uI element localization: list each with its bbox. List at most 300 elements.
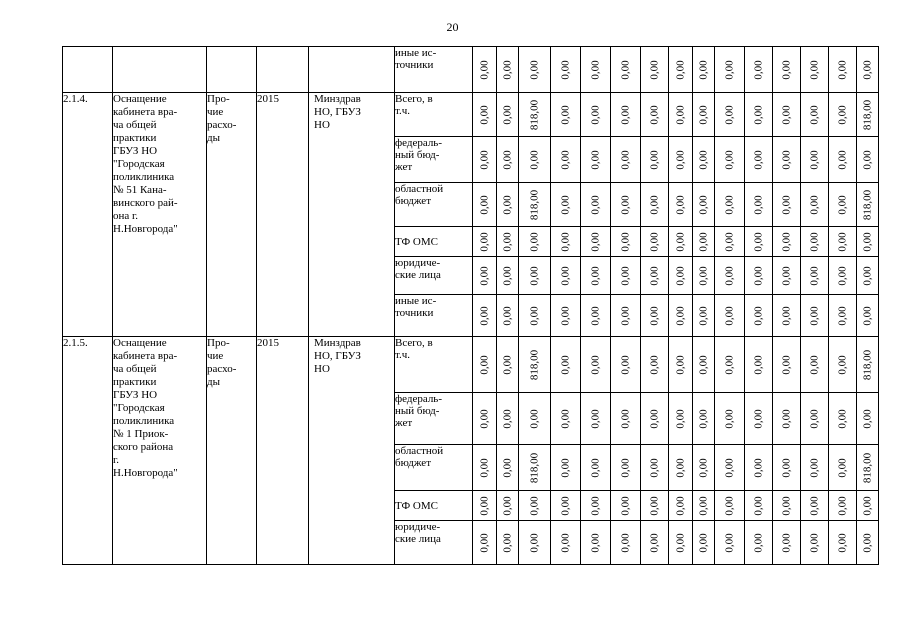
amount-cell — [641, 393, 669, 445]
amount-cell — [581, 257, 611, 295]
amount-value: 0,00 — [478, 231, 490, 252]
amount-cell — [551, 491, 581, 521]
amount-cell — [519, 337, 551, 393]
funding-source: иные ис- точники — [395, 295, 473, 337]
amount-cell — [857, 93, 879, 137]
amount-value: 0,00 — [589, 354, 601, 375]
amount-cell — [669, 227, 693, 257]
amount-value: 0,00 — [836, 532, 848, 553]
amount-cell — [669, 137, 693, 183]
amount-cell — [693, 445, 715, 491]
amount-cell — [773, 491, 801, 521]
amount-value: 0,00 — [478, 104, 490, 125]
amount-cell — [801, 521, 829, 565]
amount-value: 818,00 — [861, 189, 873, 220]
amount-value: 0,00 — [752, 354, 764, 375]
amount-value: 0,00 — [619, 532, 631, 553]
amount-cell — [497, 337, 519, 393]
amount-value: 0,00 — [861, 532, 873, 553]
amount-value: 0,00 — [478, 265, 490, 286]
amount-value: 0,00 — [648, 532, 660, 553]
amount-value: 0,00 — [501, 457, 513, 478]
amount-value: 0,00 — [697, 354, 709, 375]
amount-cell — [669, 393, 693, 445]
item-name — [113, 47, 207, 93]
amount-value: 0,00 — [697, 305, 709, 326]
amount-cell — [715, 491, 745, 521]
amount-cell — [857, 491, 879, 521]
amount-cell — [519, 445, 551, 491]
amount-value: 0,00 — [528, 265, 540, 286]
amount-value: 0,00 — [752, 532, 764, 553]
amount-value: 0,00 — [836, 457, 848, 478]
amount-value: 0,00 — [861, 495, 873, 516]
amount-value: 0,00 — [648, 59, 660, 80]
amount-cell — [611, 521, 641, 565]
amount-cell — [773, 337, 801, 393]
amount-value: 0,00 — [619, 194, 631, 215]
amount-cell — [693, 137, 715, 183]
amount-cell — [829, 137, 857, 183]
amount-cell — [801, 491, 829, 521]
amount-value: 0,00 — [836, 149, 848, 170]
amount-value: 0,00 — [528, 149, 540, 170]
item-name: Оснащение кабинета вра- ча общей практики ГБУЗ НО "Городская поликлиника № 51 Кана- винского рай- она г. Н.Новгорода" — [113, 93, 207, 337]
amount-cell — [611, 491, 641, 521]
amount-cell — [693, 183, 715, 227]
amount-cell — [773, 183, 801, 227]
amount-value: 0,00 — [478, 305, 490, 326]
amount-value: 0,00 — [619, 231, 631, 252]
amount-value: 0,00 — [528, 59, 540, 80]
amount-value: 0,00 — [674, 532, 686, 553]
amount-value: 0,00 — [501, 59, 513, 80]
amount-value: 0,00 — [723, 231, 735, 252]
amount-cell — [551, 295, 581, 337]
amount-value: 0,00 — [619, 265, 631, 286]
amount-value: 0,00 — [697, 59, 709, 80]
amount-value: 0,00 — [674, 354, 686, 375]
funding-source: иные ис- точники — [395, 47, 473, 93]
amount-cell — [745, 137, 773, 183]
table-row — [63, 337, 879, 393]
amount-cell — [693, 295, 715, 337]
amount-cell — [715, 295, 745, 337]
amount-cell — [801, 445, 829, 491]
amount-value: 0,00 — [528, 532, 540, 553]
amount-value: 0,00 — [501, 305, 513, 326]
amount-value: 0,00 — [723, 457, 735, 478]
amount-value: 0,00 — [501, 495, 513, 516]
amount-value: 0,00 — [836, 59, 848, 80]
amount-cell — [829, 93, 857, 137]
amount-value: 0,00 — [559, 104, 571, 125]
item-number: 2.1.5. — [63, 337, 113, 565]
amount-cell — [693, 257, 715, 295]
amount-value: 0,00 — [478, 532, 490, 553]
amount-value: 0,00 — [589, 265, 601, 286]
amount-cell — [773, 47, 801, 93]
amount-value: 0,00 — [559, 265, 571, 286]
amount-cell — [473, 491, 497, 521]
amount-value: 0,00 — [861, 59, 873, 80]
amount-cell — [693, 491, 715, 521]
amount-value: 0,00 — [808, 532, 820, 553]
amount-cell — [473, 337, 497, 393]
amount-cell — [773, 227, 801, 257]
expense-type: Про- чие расхо- ды — [207, 337, 257, 565]
amount-cell — [715, 521, 745, 565]
amount-value: 0,00 — [836, 354, 848, 375]
amount-value: 0,00 — [559, 305, 571, 326]
amount-value: 0,00 — [648, 194, 660, 215]
amount-value: 0,00 — [697, 457, 709, 478]
amount-cell — [497, 47, 519, 93]
amount-value: 0,00 — [559, 354, 571, 375]
amount-cell — [773, 445, 801, 491]
amount-cell — [693, 393, 715, 445]
amount-value: 0,00 — [697, 231, 709, 252]
amount-value: 0,00 — [697, 495, 709, 516]
amount-value: 0,00 — [619, 104, 631, 125]
amount-value: 0,00 — [752, 265, 764, 286]
amount-value: 0,00 — [808, 265, 820, 286]
amount-cell — [857, 227, 879, 257]
amount-cell — [519, 393, 551, 445]
funding-source: федераль- ный бюд- жет — [395, 137, 473, 183]
amount-value: 0,00 — [589, 149, 601, 170]
amount-cell — [715, 47, 745, 93]
amount-cell — [773, 295, 801, 337]
amount-cell — [857, 183, 879, 227]
amount-value: 0,00 — [780, 532, 792, 553]
amount-cell — [581, 227, 611, 257]
amount-value: 0,00 — [780, 408, 792, 429]
amount-value: 0,00 — [589, 194, 601, 215]
amount-value: 0,00 — [780, 194, 792, 215]
amount-cell — [551, 227, 581, 257]
amount-value: 818,00 — [861, 99, 873, 130]
amount-cell — [745, 445, 773, 491]
expense-type: Про- чие расхо- ды — [207, 93, 257, 337]
amount-value: 0,00 — [861, 231, 873, 252]
amount-cell — [715, 393, 745, 445]
amount-cell — [641, 445, 669, 491]
amount-cell — [551, 257, 581, 295]
amount-value: 0,00 — [478, 354, 490, 375]
amount-cell — [497, 183, 519, 227]
amount-cell — [473, 93, 497, 137]
amount-value: 0,00 — [648, 265, 660, 286]
amount-cell — [773, 93, 801, 137]
amount-value: 0,00 — [697, 149, 709, 170]
amount-cell — [641, 295, 669, 337]
amount-cell — [473, 257, 497, 295]
amount-cell — [611, 137, 641, 183]
amount-cell — [669, 47, 693, 93]
amount-value: 0,00 — [589, 457, 601, 478]
amount-cell — [745, 295, 773, 337]
amount-cell — [519, 521, 551, 565]
amount-cell — [745, 491, 773, 521]
funding-source: ТФ ОМС — [395, 227, 473, 257]
amount-value: 0,00 — [648, 457, 660, 478]
amount-cell — [611, 393, 641, 445]
amount-cell — [669, 521, 693, 565]
amount-cell — [551, 521, 581, 565]
amount-cell — [829, 445, 857, 491]
amount-cell — [693, 521, 715, 565]
amount-cell — [857, 445, 879, 491]
amount-cell — [641, 183, 669, 227]
amount-value: 0,00 — [808, 457, 820, 478]
amount-value: 0,00 — [723, 408, 735, 429]
amount-value: 0,00 — [752, 305, 764, 326]
amount-cell — [745, 521, 773, 565]
amount-value: 0,00 — [501, 149, 513, 170]
amount-value: 818,00 — [861, 452, 873, 483]
amount-cell — [669, 257, 693, 295]
amount-cell — [641, 93, 669, 137]
amount-cell — [581, 445, 611, 491]
amount-value: 0,00 — [648, 231, 660, 252]
amount-cell — [611, 183, 641, 227]
amount-value: 0,00 — [619, 305, 631, 326]
amount-value: 0,00 — [836, 104, 848, 125]
amount-value: 0,00 — [674, 495, 686, 516]
amount-value: 0,00 — [808, 149, 820, 170]
amount-value: 0,00 — [697, 265, 709, 286]
amount-value: 0,00 — [780, 104, 792, 125]
amount-cell — [693, 93, 715, 137]
amount-cell — [641, 137, 669, 183]
amount-cell — [829, 227, 857, 257]
amount-cell — [745, 47, 773, 93]
amount-value: 0,00 — [697, 194, 709, 215]
amount-value: 0,00 — [501, 532, 513, 553]
amount-cell — [611, 47, 641, 93]
amount-cell — [857, 521, 879, 565]
amount-cell — [745, 93, 773, 137]
amount-value: 0,00 — [780, 59, 792, 80]
amount-cell — [715, 227, 745, 257]
funding-source: областной бюджет — [395, 183, 473, 227]
amount-value: 0,00 — [478, 194, 490, 215]
amount-value: 0,00 — [648, 305, 660, 326]
amount-value: 0,00 — [697, 408, 709, 429]
amount-value: 0,00 — [861, 408, 873, 429]
amount-value: 0,00 — [589, 104, 601, 125]
amount-cell — [773, 257, 801, 295]
amount-cell — [611, 445, 641, 491]
amount-cell — [715, 337, 745, 393]
amount-cell — [641, 521, 669, 565]
amount-value: 0,00 — [752, 457, 764, 478]
amount-cell — [669, 337, 693, 393]
amount-cell — [611, 93, 641, 137]
page-number: 20 — [446, 20, 459, 34]
amount-value: 0,00 — [501, 408, 513, 429]
amount-cell — [497, 295, 519, 337]
amount-cell — [773, 393, 801, 445]
table-row — [63, 47, 879, 93]
amount-cell — [745, 227, 773, 257]
amount-cell — [611, 227, 641, 257]
amount-value: 0,00 — [478, 408, 490, 429]
amount-cell — [715, 445, 745, 491]
amount-cell — [519, 295, 551, 337]
amount-cell — [829, 295, 857, 337]
amount-cell — [857, 295, 879, 337]
amount-cell — [497, 393, 519, 445]
amount-cell — [581, 93, 611, 137]
amount-value: 0,00 — [648, 104, 660, 125]
amount-cell — [773, 521, 801, 565]
amount-cell — [497, 257, 519, 295]
amount-value: 0,00 — [559, 495, 571, 516]
amount-cell — [581, 137, 611, 183]
amount-cell — [519, 137, 551, 183]
amount-cell — [551, 393, 581, 445]
amount-value: 0,00 — [559, 149, 571, 170]
amount-value: 0,00 — [619, 408, 631, 429]
amount-value: 0,00 — [780, 495, 792, 516]
amount-cell — [497, 137, 519, 183]
amount-value: 0,00 — [648, 354, 660, 375]
amount-value: 0,00 — [478, 149, 490, 170]
amount-value: 0,00 — [674, 149, 686, 170]
amount-cell — [473, 295, 497, 337]
item-year — [257, 47, 309, 93]
amount-value: 818,00 — [528, 99, 540, 130]
amount-value: 0,00 — [559, 231, 571, 252]
amount-value: 0,00 — [674, 305, 686, 326]
table-row — [63, 93, 879, 137]
funding-source: Всего, в т.ч. — [395, 337, 473, 393]
amount-value: 0,00 — [808, 231, 820, 252]
amount-value: 0,00 — [619, 457, 631, 478]
amount-value: 818,00 — [528, 349, 540, 380]
amount-cell — [801, 47, 829, 93]
amount-value: 0,00 — [723, 59, 735, 80]
amount-cell — [857, 257, 879, 295]
amount-value: 0,00 — [589, 532, 601, 553]
amount-value: 0,00 — [752, 231, 764, 252]
amount-cell — [473, 445, 497, 491]
amount-value: 0,00 — [589, 408, 601, 429]
amount-value: 0,00 — [501, 231, 513, 252]
amount-value: 0,00 — [674, 408, 686, 429]
amount-value: 0,00 — [808, 305, 820, 326]
amount-cell — [801, 137, 829, 183]
amount-value: 0,00 — [752, 495, 764, 516]
funding-source: Всего, в т.ч. — [395, 93, 473, 137]
amount-value: 0,00 — [648, 149, 660, 170]
responsible-org: Минздрав НО, ГБУЗ НО — [309, 93, 395, 337]
amount-value: 0,00 — [723, 495, 735, 516]
amount-value: 0,00 — [619, 354, 631, 375]
amount-cell — [669, 93, 693, 137]
amount-value: 0,00 — [619, 495, 631, 516]
amount-cell — [519, 491, 551, 521]
amount-cell — [473, 393, 497, 445]
amount-cell — [581, 521, 611, 565]
amount-cell — [581, 47, 611, 93]
amount-cell — [497, 93, 519, 137]
amount-cell — [857, 337, 879, 393]
amount-cell — [715, 93, 745, 137]
amount-cell — [693, 47, 715, 93]
amount-value: 0,00 — [752, 59, 764, 80]
amount-value: 0,00 — [780, 457, 792, 478]
amount-value: 0,00 — [697, 532, 709, 553]
amount-cell — [857, 393, 879, 445]
amount-cell — [473, 47, 497, 93]
amount-cell — [641, 491, 669, 521]
responsible-org: Минздрав НО, ГБУЗ НО — [309, 337, 395, 565]
amount-cell — [551, 183, 581, 227]
amount-cell — [801, 295, 829, 337]
amount-value: 0,00 — [780, 149, 792, 170]
amount-value: 0,00 — [808, 194, 820, 215]
amount-value: 0,00 — [752, 408, 764, 429]
amount-value: 0,00 — [559, 457, 571, 478]
amount-value: 0,00 — [780, 265, 792, 286]
amount-value: 0,00 — [780, 305, 792, 326]
amount-cell — [581, 337, 611, 393]
amount-value: 0,00 — [559, 532, 571, 553]
amount-cell — [745, 337, 773, 393]
amount-value: 0,00 — [836, 265, 848, 286]
amount-value: 0,00 — [501, 354, 513, 375]
amount-cell — [801, 393, 829, 445]
amount-cell — [857, 137, 879, 183]
amount-value: 0,00 — [478, 457, 490, 478]
amount-value: 0,00 — [674, 265, 686, 286]
funding-source: юридиче- ские лица — [395, 521, 473, 565]
amount-value: 0,00 — [589, 495, 601, 516]
amount-value: 0,00 — [723, 194, 735, 215]
amount-cell — [581, 491, 611, 521]
item-year: 2015 — [257, 93, 309, 337]
amount-value: 0,00 — [528, 305, 540, 326]
amount-cell — [473, 227, 497, 257]
funding-source: областной бюджет — [395, 445, 473, 491]
amount-value: 0,00 — [861, 265, 873, 286]
amount-cell — [519, 93, 551, 137]
amount-value: 0,00 — [808, 495, 820, 516]
amount-value: 0,00 — [752, 194, 764, 215]
amount-value: 0,00 — [723, 532, 735, 553]
amount-cell — [693, 337, 715, 393]
amount-value: 0,00 — [501, 265, 513, 286]
amount-value: 0,00 — [723, 104, 735, 125]
amount-value: 0,00 — [528, 231, 540, 252]
amount-cell — [641, 47, 669, 93]
amount-cell — [611, 257, 641, 295]
amount-cell — [473, 521, 497, 565]
amount-value: 0,00 — [836, 495, 848, 516]
item-year: 2015 — [257, 337, 309, 565]
amount-cell — [641, 257, 669, 295]
amount-value: 0,00 — [619, 149, 631, 170]
amount-cell — [611, 337, 641, 393]
amount-value: 0,00 — [836, 305, 848, 326]
amount-cell — [829, 47, 857, 93]
amount-cell — [581, 183, 611, 227]
amount-cell — [801, 337, 829, 393]
amount-cell — [829, 183, 857, 227]
